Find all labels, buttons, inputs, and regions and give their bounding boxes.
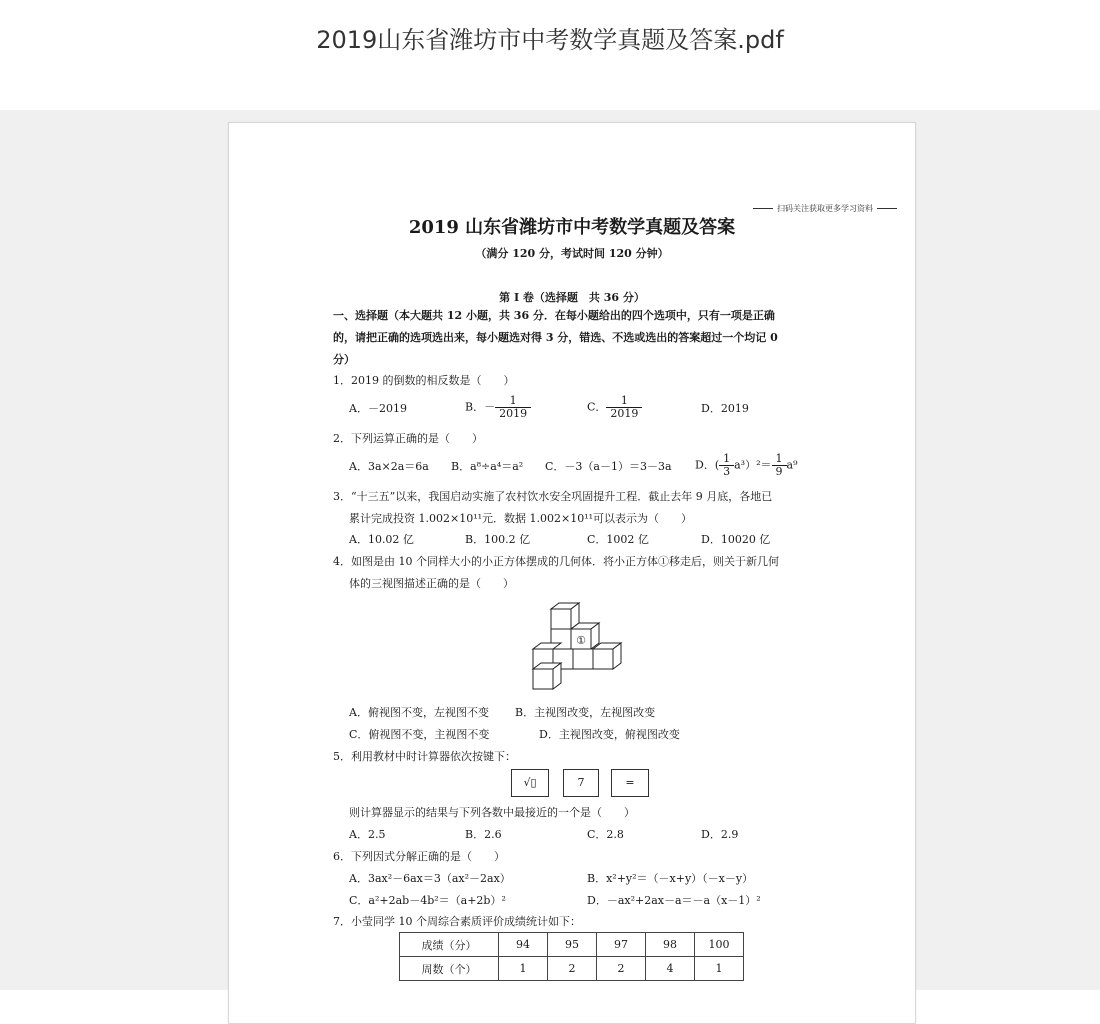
option-b: B．100.2 亿: [465, 533, 531, 546]
table-cell: 1: [499, 957, 548, 981]
option-d: D．主视图改变，俯视图改变: [539, 728, 680, 741]
table-cell: 2: [597, 957, 646, 981]
document-viewer[interactable]: [0, 110, 1100, 990]
option-a: A．－2019: [349, 402, 407, 415]
table-cell: 周数（个）: [400, 957, 499, 981]
question-stem: 累计完成投资 1.002×10¹¹元．数据 1.002×10¹¹可以表示为（ ）: [349, 512, 693, 525]
instructions-line: 的，请把正确的选项选出来，每小题选对得 3 分，错选、不选或选出的答案超过一个均记 0: [333, 331, 778, 344]
table-cell: 2: [548, 957, 597, 981]
option-b: B．主视图改变，左视图改变: [515, 706, 656, 719]
question-stem: 4．如图是由 10 个同样大小的小正方体摆成的几何体．将小正方体①移走后，则关于新几何: [333, 555, 779, 568]
question-stem: 2．下列运算正确的是（ ）: [333, 432, 483, 445]
question-stem: 3．“十三五”以来，我国启动实施了农村饮水安全巩固提升工程．截止去年 9 月底，各地已: [333, 490, 773, 503]
table-cell: 98: [646, 933, 695, 957]
option-a: A．10.02 亿: [349, 533, 414, 546]
option-a: A．俯视图不变，左视图不变: [349, 706, 489, 719]
table-cell: 94: [499, 933, 548, 957]
option-a: A．3ax²－6ax＝3（ax²－2ax）: [349, 872, 511, 885]
table-cell: 成绩（分）: [400, 933, 499, 957]
option-b: B．a⁸÷a⁴＝a²: [451, 460, 524, 473]
option-c: C．a²+2ab－4b²＝（a+2b）²: [349, 894, 506, 907]
document-subtitle: （满分 120 分，考试时间 120 分钟）: [475, 247, 669, 260]
question-stem: 6．下列因式分解正确的是（ ）: [333, 850, 505, 863]
cube-label: ①: [576, 634, 586, 647]
question-stem: 5．利用教材中时计算器依次按键下：: [333, 750, 516, 763]
instructions-line: 分）: [333, 353, 355, 366]
table-row: [400, 957, 744, 981]
watermark-text: 扫码关注获取更多学习资料: [753, 203, 897, 214]
viewer-header: [0, 0, 1100, 110]
file-title: 2019山东省潍坊市中考数学真题及答案.pdf: [316, 26, 784, 54]
option-c: C．2.8: [587, 828, 624, 841]
option-c: C．－3（a－1）＝3－3a: [545, 460, 672, 473]
question-stem: 则计算器显示的结果与下列各数中最接近的一个是（ ）: [349, 806, 635, 819]
pdf-page: [228, 122, 916, 1024]
option-b: B．x²+y²＝（－x+y）（－x－y）: [587, 872, 754, 885]
option-c: C．俯视图不变，主视图不变: [349, 728, 490, 741]
section-heading: 第 I 卷（选择题 共 36 分）: [499, 291, 645, 304]
calculator-key-equals: =: [611, 769, 649, 797]
option-b: B．－ $\frac{1}{2019}$: [465, 395, 531, 420]
table-cell: 97: [597, 933, 646, 957]
calculator-key-7: 7: [563, 769, 599, 797]
option-d: D．－ax²+2ax－a＝－a（x－1）²: [587, 894, 761, 907]
table-cell: 100: [695, 933, 744, 957]
score-table: [399, 932, 744, 981]
instructions-line: 一、选择题（本大题共 12 小题，共 36 分．在每小题给出的四个选项中，只有一项是正确: [333, 309, 775, 322]
option-a: A．3a×2a＝6a: [349, 460, 429, 473]
cube-figure: [527, 601, 637, 693]
question-stem: 体的三视图描述正确的是（ ）: [349, 577, 514, 590]
option-d: D．2019: [701, 402, 749, 415]
table-cell: 95: [548, 933, 597, 957]
option-d: D．( $\frac{1}{3}$ a³）²＝ $\frac{1}{9}$ a⁹: [695, 452, 798, 478]
option-c: C．1002 亿: [587, 533, 649, 546]
table-cell: 4: [646, 957, 695, 981]
option-d: D．2.9: [701, 828, 739, 841]
option-d: D．10020 亿: [701, 533, 771, 546]
question-stem: 7．小莹同学 10 个周综合素质评价成绩统计如下：: [333, 915, 581, 928]
option-b: B．2.6: [465, 828, 502, 841]
option-c: C． $\frac{1}{2019}$: [587, 395, 642, 420]
table-cell: 1: [695, 957, 744, 981]
question-stem: 1．2019 的倒数的相反数是（ ）: [333, 374, 515, 387]
option-a: A．2.5: [349, 828, 386, 841]
table-row: [400, 933, 744, 957]
document-title: 2019 山东省潍坊市中考数学真题及答案: [408, 217, 736, 238]
calculator-key-sqrt: √▯: [511, 769, 549, 797]
